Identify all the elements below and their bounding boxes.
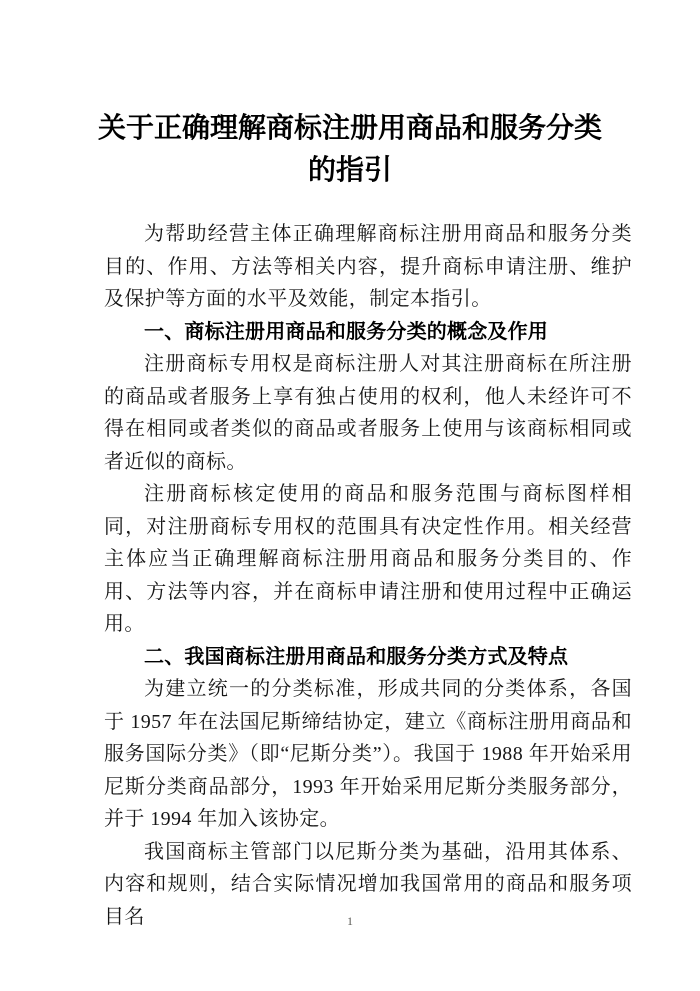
document-title-line-2: 的指引 — [307, 155, 392, 186]
paragraph-approved-scope: 注册商标核定使用的商品和服务范围与商标图样相同，对注册商标专用权的范围具有决定性作用。相关经营主体应当正确理解商标注册用商品和服务分类目的、作用、方法等内容，并在商标申请注册和使用过程中正确运用。 — [104, 483, 632, 635]
document-title-line-1: 关于正确理解商标注册用商品和服务分类 — [97, 113, 602, 144]
page-number: 1 — [347, 914, 353, 928]
paragraph-exclusive-right: 注册商标专用权是商标注册人对其注册商标在所注册的商品或者服务上享有独占使用的权利，他人未经许可不得在相同或者类似的商品或者服务上使用与该商标相同或者近似的商标。 — [104, 353, 632, 473]
section-heading-2: 二、我国商标注册用商品和服务分类方式及特点 — [144, 645, 569, 668]
paragraph-intro: 为帮助经营主体正确理解商标注册用商品和服务分类目的、作用、方法等相关内容，提升商标申请注册、维护及保护等方面的水平及效能，制定本指引。 — [104, 223, 632, 310]
paragraph-china-authority: 我国商标主管部门以尼斯分类为基础，沿用其体系、内容和规则，结合实际情况增加我国常用的商品和服务项目名 — [104, 840, 632, 928]
document-title — [0, 108, 700, 192]
paragraph-nice-agreement: 为建立统一的分类标准，形成共同的分类体系，各国于 1957 年在法国尼斯缔结协定，建立《商标注册用商品和服务国际分类》（即“尼斯分类”）。我国于 1988 年开始采用尼斯分类商品部分，1993 年开始采用尼斯分类服务部分，并于 1994 年加入该协定。 — [104, 678, 632, 830]
section-heading-1: 一、商标注册用商品和服务分类的概念及作用 — [144, 320, 548, 343]
document-body — [104, 218, 632, 933]
